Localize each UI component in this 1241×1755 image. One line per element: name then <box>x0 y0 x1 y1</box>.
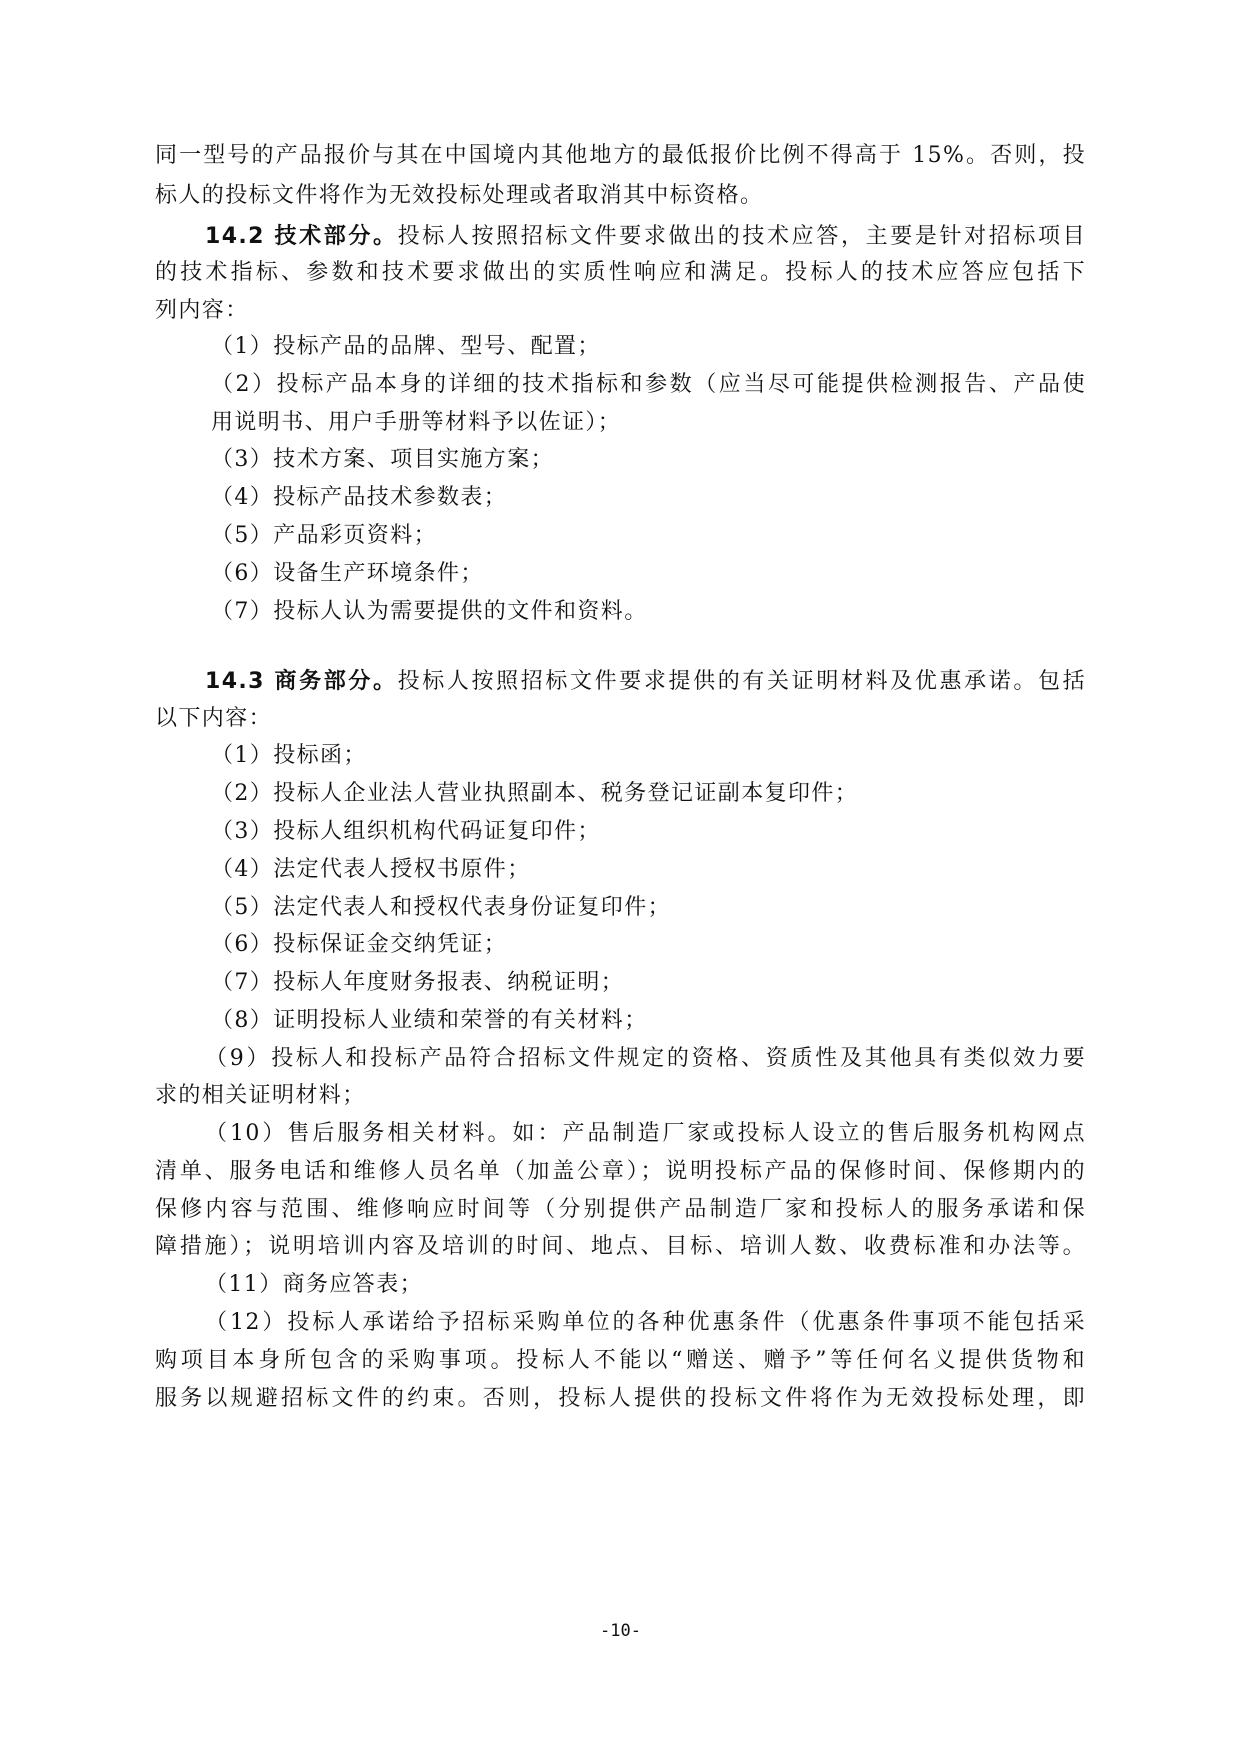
section-14-3-item-continued: 保修内容与范围、维修响应时间等（分别提供产品制造厂家和投标人的服务承诺和保 <box>155 1197 1086 1222</box>
section-14-3-item: （5）法定代表人和授权代表身份证复印件； <box>211 895 671 920</box>
section-14-3-item: （10）售后服务相关材料。如：产品制造厂家或投标人设立的售后服务机构网点 <box>205 1121 1086 1146</box>
section-14-2-item: （7）投标人认为需要提供的文件和资料。 <box>211 599 648 624</box>
section-14-2-line-3: 列内容： <box>155 298 249 323</box>
section-14-2-item: （1）投标产品的品牌、型号、配置； <box>211 334 601 359</box>
section-14-3-item-continued: 服务以规避招标文件的约束。否则，投标人提供的投标文件将作为无效投标处理，即 <box>155 1386 1086 1411</box>
section-14-3-item: （4）法定代表人授权书原件； <box>211 857 531 882</box>
section-14-2-item: （3）技术方案、项目实施方案； <box>211 447 554 472</box>
section-14-2-item-continued: 用说明书、用户手册等材料予以佐证）； <box>211 410 622 435</box>
section-14-2-line-2: 的技术指标、参数和技术要求做出的实质性响应和满足。投标人的技术应答应包括下 <box>155 260 1086 285</box>
section-14-3-item: （6）投标保证金交纳凭证； <box>211 932 508 957</box>
section-14-3-item: （11）商务应答表； <box>205 1272 423 1297</box>
section-14-3-item-continued: 求的相关证明材料； <box>155 1083 366 1108</box>
section-14-3-item-continued: 购项目本身所包含的采购事项。投标人不能以“赠送、赠予”等任何名义提供货物和 <box>155 1348 1086 1373</box>
section-14-3-item: （9）投标人和投标产品符合招标文件规定的资格、资质性及其他具有类似效力要 <box>205 1046 1086 1071</box>
section-14-3-item: （3）投标人组织机构代码证复印件； <box>211 819 601 844</box>
section-14-3-item: （7）投标人年度财务报表、纳税证明； <box>211 970 625 995</box>
section-14-3-number: 14.3 <box>205 669 265 694</box>
section-14-2-item: （2）投标产品本身的详细的技术指标和参数（应当尽可能提供检测报告、产品使 <box>211 372 1086 397</box>
section-14-3-text: 投标人按照招标文件要求提供的有关证明材料及优惠承诺。包括 <box>397 669 1086 694</box>
section-14-2-item: （5）产品彩页资料； <box>211 523 437 548</box>
intro-line-1: 同一型号的产品报价与其在中国境内其他地方的最低报价比例不得高于 15%。否则，投 <box>155 143 1086 168</box>
section-14-3-item-continued: 清单、服务电话和维修人员名单（加盖公章）；说明投标产品的保修时间、保修期内的 <box>155 1159 1086 1184</box>
intro-line-2: 标人的投标文件将作为无效投标处理或者取消其中标资格。 <box>155 183 764 208</box>
section-14-2-text: 投标人按照招标文件要求做出的技术应答，主要是针对招标项目 <box>397 224 1086 249</box>
section-14-3-line-2: 以下内容： <box>155 706 273 731</box>
section-14-2-title: 技术部分。 <box>274 223 398 249</box>
section-14-2-number: 14.2 <box>205 224 265 249</box>
section-14-3-heading <box>205 666 1086 697</box>
section-14-3-item: （1）投标函； <box>211 743 367 768</box>
section-14-3-item: （12）投标人承诺给予招标采购单位的各种优惠条件（优惠条件事项不能包括采 <box>205 1310 1086 1335</box>
section-14-3-title: 商务部分。 <box>274 668 398 694</box>
section-14-2-item: （4）投标产品技术参数表； <box>211 485 508 510</box>
section-14-3-item: （2）投标人企业法人营业执照副本、税务登记证副本复印件； <box>211 781 859 806</box>
section-14-2-heading <box>205 221 1086 252</box>
page-number: -10- <box>600 1621 641 1641</box>
section-14-3-item-continued: 障措施）；说明培训内容及培训的时间、地点、目标、培训人数、收费标准和办法等。 <box>155 1234 1086 1259</box>
section-14-2-item: （6）设备生产环境条件； <box>211 561 484 586</box>
section-14-3-item: （8）证明投标人业绩和荣誉的有关材料； <box>211 1008 648 1033</box>
